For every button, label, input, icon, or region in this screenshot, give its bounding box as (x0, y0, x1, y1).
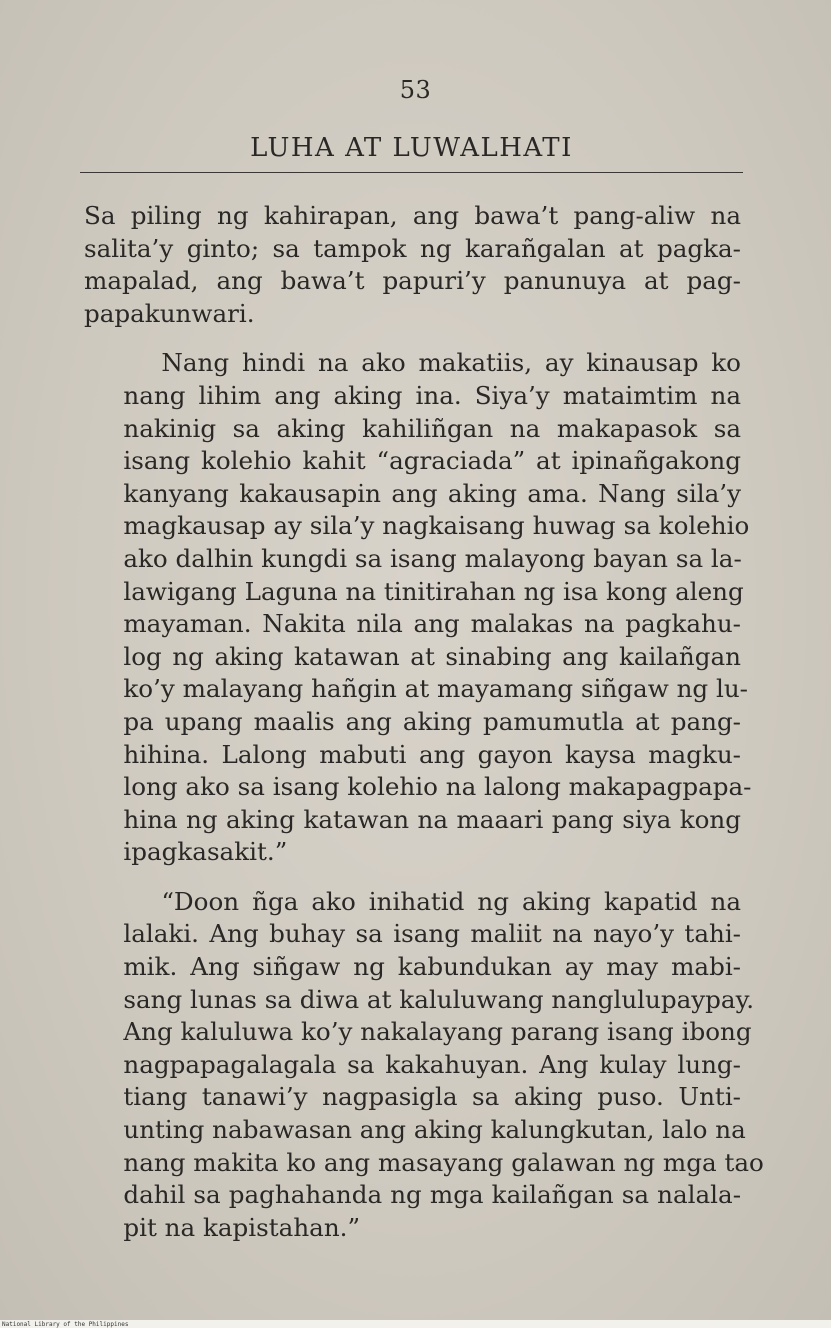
text-line: long ako sa isang kolehio na lalong makapagpapa- (123, 772, 752, 802)
text-line: mayaman. Nakita nila ang malakas na pagkahu- (123, 609, 741, 639)
text-line: mik. Ang siñgaw ng kabundukan ay may mabi- (123, 952, 741, 982)
paragraph (84, 200, 741, 330)
page-number: 53 (399, 76, 432, 104)
text-line: pa upang maalis ang aking pamumutla at pang- (123, 706, 741, 736)
text-line: nakinig sa aking kahiliñgan na makapasok sa (123, 413, 741, 443)
text-line: papakunwari. (84, 298, 255, 328)
text-line: dahil sa paghahanda ng mga kailañgan sa nalala- (123, 1180, 741, 1210)
text-line: magkausap ay sila’y nagkaisang huwag sa kolehio (123, 511, 750, 541)
text-line: “Doon ñga ako inihatid ng aking kapatid na (161, 886, 741, 916)
text-line: Sa piling ng kahirapan, ang bawa’t pang-aliw na (84, 201, 741, 230)
text-line: lawigang Laguna na tinitirahan ng isa kong aleng (123, 576, 744, 606)
text-line: log ng aking katawan at sinabing ang kailañgan (123, 641, 741, 671)
text-line: salita’y ginto; sa tampok ng karañgalan at pagka- (84, 233, 741, 263)
text-line: ako dalhin kungdi sa isang malayong bayan sa la- (123, 543, 742, 573)
text-line: ko’y malayang hañgin at mayamang siñgaw ng lu- (123, 674, 748, 704)
text-line: mapalad, ang bawa’t papuri’y panunuya at pag- (84, 266, 741, 296)
text-line: tiang tanawi’y nagpasigla sa aking puso. Unti- (123, 1082, 741, 1112)
text-line: Nang hindi na ako makatiis, ay kinausap ko (161, 348, 741, 378)
footer-credit: National Library of the Philippines (2, 1321, 129, 1328)
running-head: LUHA AT LUWALHATI (250, 133, 573, 163)
body-text (84, 200, 764, 1261)
text-line: Ang kaluluwa ko’y nakalayang parang isang ibong (123, 1017, 752, 1047)
text-line: sang lunas sa diwa at kaluluwang nanglulupaypay. (123, 984, 755, 1014)
text-line: hihina. Lalong mabuti ang gayon kaysa magku- (123, 739, 741, 769)
text-line: nang lihim ang aking ina. Siya’y mataimtim na (123, 380, 741, 410)
text-line: isang kolehio kahit “agraciada” at ipinañgakong (123, 446, 741, 476)
text-line: pit na kapistahan.” (123, 1212, 361, 1242)
text-line: nang makita ko ang masayang galawan ng mga tao (123, 1147, 764, 1177)
text-line: ipagkasakit.” (123, 837, 288, 867)
text-line: unting nabawasan ang aking kalungkutan, lalo na (123, 1115, 746, 1145)
text-line: kanyang kakausapin ang aking ama. Nang sila’y (123, 478, 741, 508)
header-rule (80, 172, 743, 173)
paragraph (84, 347, 752, 869)
text-line: nagpapagalagala sa kakahuyan. Ang kulay lung- (123, 1049, 741, 1079)
text-line: lalaki. Ang buhay sa isang maliit na nayo’y tahi- (123, 919, 741, 949)
text-line: hina ng aking katawan na maaari pang siya kong (123, 804, 741, 834)
paragraph (84, 886, 764, 1245)
